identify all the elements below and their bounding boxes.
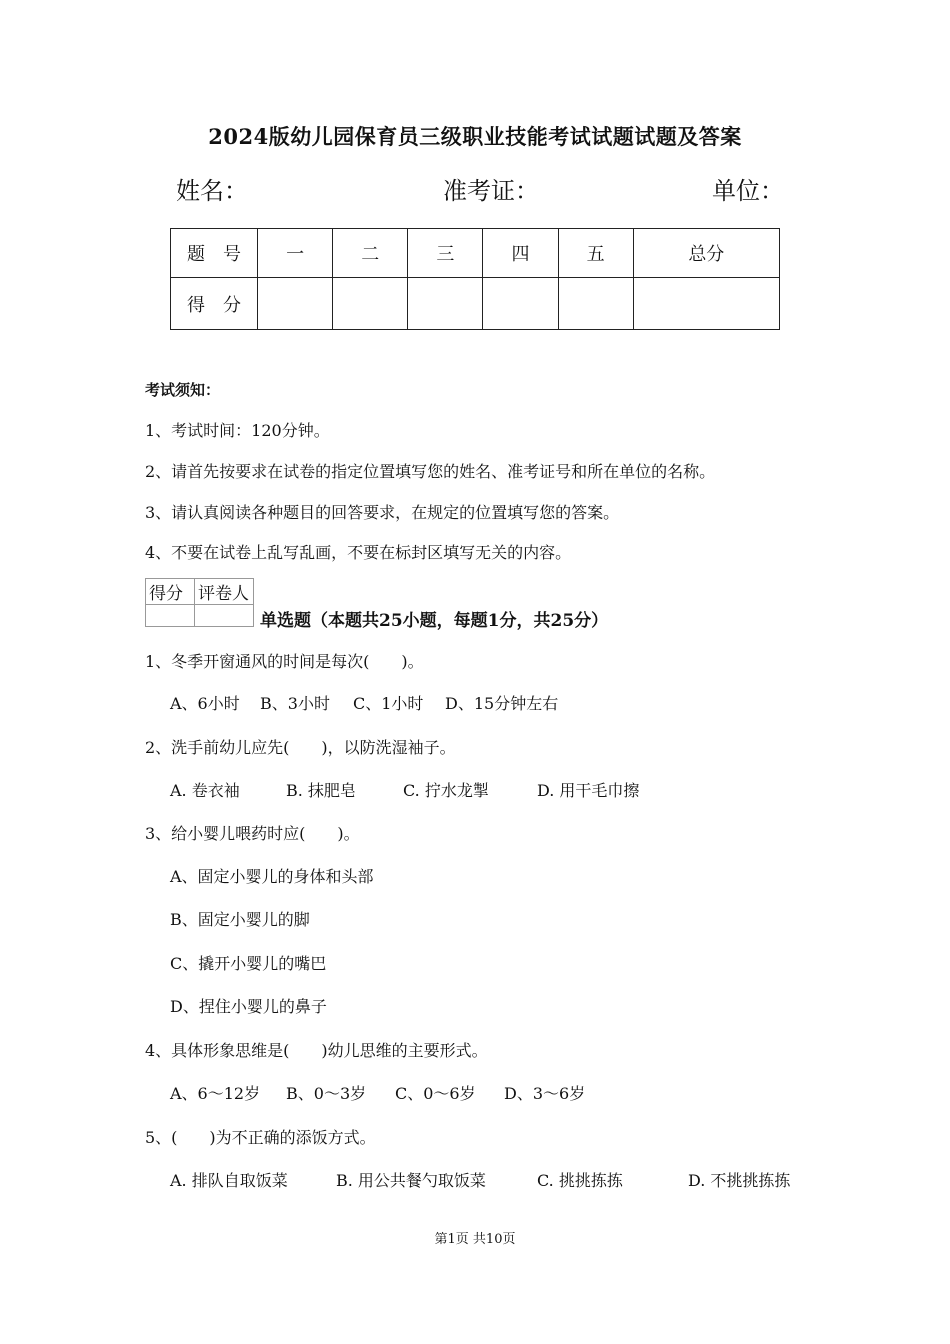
grader-score-cell[interactable] <box>146 605 195 627</box>
question-option: B、3小时 <box>260 694 330 713</box>
exam-number-field-label: 准考证： <box>443 177 539 205</box>
question-option: C、撬开小婴儿的嘴巴 <box>170 954 327 973</box>
question-option: D、捏住小婴儿的鼻子 <box>170 997 327 1016</box>
score-table-header-cell: 总分 <box>633 229 779 278</box>
question-option: C、0～6岁 <box>395 1084 476 1103</box>
question-option: D、3～6岁 <box>504 1084 586 1103</box>
score-cell[interactable] <box>483 278 558 330</box>
grader-name-label: 评卷人 <box>195 579 254 605</box>
grader-name-cell[interactable] <box>195 605 254 627</box>
question-option: B、固定小婴儿的脚 <box>170 910 310 929</box>
question-stem: 4、具体形象思维是( )幼儿思维的主要形式。 <box>145 1041 488 1060</box>
unit-field-label: 单位： <box>712 177 784 205</box>
question-option: A. 卷衣袖 <box>170 781 240 800</box>
notice-heading: 考试须知： <box>145 381 221 399</box>
score-table-header-cell: 一 <box>258 229 333 278</box>
question-option: A. 排队自取饭菜 <box>170 1171 288 1190</box>
notice-item: 2、请首先按要求在试卷的指定位置填写您的姓名、准考证号和所在单位的名称。 <box>145 462 716 481</box>
page-footer: 第1页 共10页 <box>434 1232 516 1247</box>
question-option: C. 挑挑拣拣 <box>537 1171 623 1190</box>
score-cell[interactable] <box>408 278 483 330</box>
score-table-header-cell: 题 号 <box>171 229 258 278</box>
question-option: C、1小时 <box>353 694 424 713</box>
grader-entry-row <box>146 605 254 627</box>
question-stem: 3、给小婴儿喂药时应( )。 <box>145 824 360 843</box>
notice-item: 4、不要在试卷上乱写乱画，不要在标封区填写无关的内容。 <box>145 543 572 562</box>
question-stem: 1、冬季开窗通风的时间是每次( )。 <box>145 652 424 671</box>
score-table-header-cell: 二 <box>333 229 408 278</box>
section-heading: 单选题（本题共25小题，每题1分，共25分） <box>260 611 609 631</box>
score-table-header-cell: 三 <box>408 229 483 278</box>
question-stem: 5、( )为不正确的添饭方式。 <box>145 1128 376 1147</box>
score-cell[interactable] <box>633 278 779 330</box>
grader-box <box>145 578 254 627</box>
question-option: B、0～3岁 <box>286 1084 367 1103</box>
score-cell[interactable] <box>258 278 333 330</box>
question-option: A、6小时 <box>170 694 240 713</box>
score-row-label: 得 分 <box>171 278 258 330</box>
score-table-header-cell: 四 <box>483 229 558 278</box>
grader-score-label: 得分 <box>146 579 195 605</box>
question-option: B. 用公共餐勺取饭菜 <box>336 1171 486 1190</box>
score-table-header-cell: 五 <box>558 229 633 278</box>
question-option: D. 用干毛巾擦 <box>537 781 640 800</box>
score-table <box>170 228 780 330</box>
question-option: D. 不挑挑拣拣 <box>688 1171 791 1190</box>
score-cell[interactable] <box>558 278 633 330</box>
question-option: D、15分钟左右 <box>445 694 559 713</box>
question-option: B. 抹肥皂 <box>286 781 356 800</box>
notice-item: 3、请认真阅读各种题目的回答要求，在规定的位置填写您的答案。 <box>145 503 620 522</box>
question-stem: 2、洗手前幼儿应先( )，以防洗湿袖子。 <box>145 738 456 757</box>
name-field-label: 姓名： <box>176 177 248 205</box>
score-table-header-row <box>171 229 780 278</box>
score-cell[interactable] <box>333 278 408 330</box>
grader-header-row <box>146 579 254 605</box>
document-title: 2024版幼儿园保育员三级职业技能考试试题试题及答案 <box>208 124 742 149</box>
question-option: A、6～12岁 <box>170 1084 261 1103</box>
question-option: C. 拧水龙掣 <box>403 781 489 800</box>
score-table-score-row <box>171 278 780 330</box>
notice-item: 1、考试时间：120分钟。 <box>145 421 330 440</box>
question-option: A、固定小婴儿的身体和头部 <box>170 867 374 886</box>
